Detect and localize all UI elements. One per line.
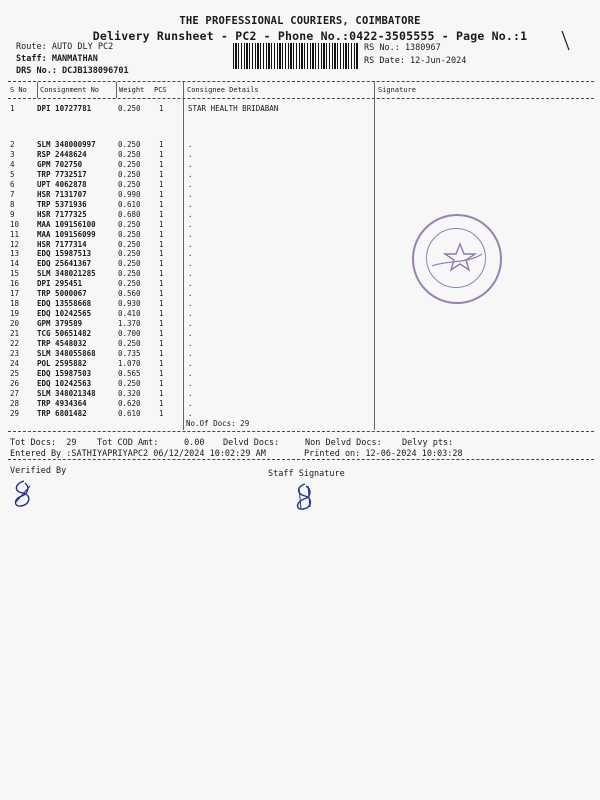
cell-cons: . [188,159,193,169]
cell-wt: 0.250 [118,339,141,348]
cell-cn: SLM 348021285 [37,269,96,279]
rs-date: RS Date: 12-Jun-2024 [364,56,467,66]
cell-cn: DPI 10727781 [37,104,92,113]
cell-wt: 0.410 [118,309,141,319]
cell-wt: 0.610 [118,199,141,209]
cell-pcs: 1 [159,279,164,289]
cell-cons: . [188,398,193,408]
cell-wt: 0.250 [118,219,141,229]
cell-pcs: 1 [159,368,164,378]
cell-wt: 0.250 [118,239,141,249]
cell-wt: 1.370 [118,319,141,329]
cell-cons: . [188,199,193,209]
cell-cons: . [188,269,193,279]
route-label: Route: AUTO DLY PC2 [16,42,114,52]
cell-cons: . [188,140,193,149]
cell-cn: POL 2595882 [37,358,87,368]
cell-pcs: 1 [159,140,164,149]
stamp-emblem-icon [412,214,498,300]
cell-sno: 14 [10,259,20,269]
printed-on: Printed on: 12-06-2024 10:03:28 [304,449,463,459]
cell-cons: . [188,408,193,418]
cell-cons: STAR HEALTH BRIDABAN [188,104,279,113]
cell-wt: 0.560 [118,289,141,299]
cell-cn: TRP 4934364 [37,398,87,408]
entered-by: Entered By :SATHIYAPRIYAPC2 06/12/2024 10:02:29 AM [10,449,266,459]
cell-wt: 0.990 [118,189,141,199]
col-sno: S No [10,86,27,94]
cell-pcs: 1 [159,169,164,179]
divider [8,459,594,460]
cell-pcs: 1 [159,209,164,219]
cell-sno: 7 [10,189,15,199]
cell-wt: 0.250 [118,269,141,279]
cell-cn: SLM 348021348 [37,388,96,398]
cell-cn: EDQ 15987503 [37,368,92,378]
non-delivered-docs: Non Delvd Docs: [305,438,382,448]
divider [8,81,594,82]
cell-pcs: 1 [159,299,164,309]
cell-cn: EDQ 10242563 [37,378,92,388]
cell-cn: MAA 109156100 [37,219,96,229]
cell-wt: 0.250 [118,179,141,189]
cell-wt: 0.320 [118,388,141,398]
verified-by-label: Verified By [10,466,67,476]
staff-signature-label: Staff Signature [268,469,345,479]
cell-pcs: 1 [159,179,164,189]
cell-cons: . [188,388,193,398]
cell-pcs: 1 [159,199,164,209]
cell-pcs: 1 [159,309,164,319]
cell-sno: 10 [10,219,20,229]
cell-sno: 17 [10,289,20,299]
cell-cn: GPM 379589 [37,319,83,329]
cell-pcs: 1 [159,159,164,169]
cell-cons: . [188,169,193,179]
cell-cn: UPT 4062878 [37,179,87,189]
cell-wt: 0.250 [118,279,141,289]
col-consignee: Consignee Details [187,86,259,94]
cell-wt: 0.735 [118,348,141,358]
cell-wt: 0.250 [118,140,141,149]
cell-wt: 0.250 [118,169,141,179]
column-divider [37,82,38,98]
cell-cn: HSR 7131707 [37,189,87,199]
cell-wt: 0.680 [118,209,141,219]
cell-sno: 24 [10,358,20,368]
cell-pcs: 1 [159,358,164,368]
staff-signature [290,482,320,514]
cell-wt: 0.930 [118,299,141,309]
cell-cons: . [188,358,193,368]
cell-wt: 0.250 [118,159,141,169]
pen-mark-icon [560,30,572,52]
cell-cons: . [188,239,193,249]
cell-cons: . [188,299,193,309]
col-signature: Signature [378,86,416,94]
total-docs: Tot Docs: 29 [10,438,77,448]
cell-wt: 0.250 [118,259,141,269]
cell-sno: 12 [10,239,20,249]
cell-cn: TRP 6801482 [37,408,87,418]
cell-pcs: 1 [159,398,164,408]
cell-cn: EDQ 13558668 [37,299,92,309]
cell-sno: 9 [10,209,15,219]
cell-cons: . [188,339,193,348]
cell-pcs: 1 [159,219,164,229]
cell-cons: . [188,259,193,269]
cell-cons: . [188,319,193,329]
cell-sno: 27 [10,388,20,398]
cell-sno: 26 [10,378,20,388]
rs-number: RS No.: 1380967 [364,43,441,53]
cell-cn: EDQ 10242565 [37,309,92,319]
cell-pcs: 1 [159,339,164,348]
cell-cons: . [188,279,193,289]
cell-cn: TCG 50651482 [37,329,92,339]
cell-pcs: 1 [159,348,164,358]
verifier-signature [8,478,38,512]
cell-cn: TRP 4548032 [37,339,87,348]
col-consignment: Consignment No [40,86,100,94]
cell-cn: HSR 7177314 [37,239,87,249]
delivered-docs: Delvd Docs: [223,438,280,448]
cell-sno: 20 [10,319,20,329]
cell-sno: 6 [10,179,15,189]
cell-cn: GPM 702750 [37,159,83,169]
cell-cn: HSR 7177325 [37,209,87,219]
cell-pcs: 1 [159,378,164,388]
col-weight: Weight [119,86,145,94]
cell-sno: 1 [10,104,15,113]
cell-cn: MAA 109156099 [37,229,96,239]
cell-wt: 0.620 [118,398,141,408]
cell-wt: 0.250 [118,249,141,259]
barcode [233,43,358,69]
divider [8,98,594,99]
total-cod-amount: Tot COD Amt: 0.00 [97,438,205,448]
cell-cons: . [188,249,193,259]
cell-sno: 29 [10,408,20,418]
cell-cons: . [188,219,193,229]
cell-cn: SLM 348000997 [37,140,96,149]
cell-sno: 18 [10,299,20,309]
cell-cn: TRP 5000067 [37,289,87,299]
cell-sno: 25 [10,368,20,378]
cell-cons: . [188,209,193,219]
cell-sno: 16 [10,279,20,289]
divider [8,431,594,432]
column-divider [374,82,375,430]
cell-cn: TRP 5371936 [37,199,87,209]
cell-sno: 2 [10,140,15,149]
cell-sno: 4 [10,159,15,169]
cell-pcs: 1 [159,189,164,199]
cell-sno: 28 [10,398,20,408]
cell-cons: . [188,368,193,378]
cell-cn: RSP 2448624 [37,149,87,159]
cell-pcs: 1 [159,289,164,299]
cell-cn: EDQ 15987513 [37,249,92,259]
cell-pcs: 1 [159,408,164,418]
cell-sno: 23 [10,348,20,358]
cell-sno: 11 [10,229,20,239]
cell-cons: . [188,348,193,358]
cell-pcs: 1 [159,249,164,259]
cell-cn: EDQ 25641367 [37,259,92,269]
cell-cons: . [188,229,193,239]
cell-cons: . [188,289,193,299]
cell-wt: 0.250 [118,378,141,388]
no-of-docs: No.Of Docs: 29 [186,419,250,428]
cell-cons: . [188,189,193,199]
cell-cons: . [188,309,193,319]
cell-pcs: 1 [159,329,164,339]
cell-cn: TRP 7732517 [37,169,87,179]
cell-cn: DPI 295451 [37,279,83,289]
cell-cons: . [188,329,193,339]
cell-sno: 13 [10,249,20,259]
cell-pcs: 1 [159,104,164,113]
column-divider [183,82,184,430]
cell-wt: 0.250 [118,149,141,159]
cell-wt: 0.610 [118,408,141,418]
cell-sno: 19 [10,309,20,319]
cell-pcs: 1 [159,388,164,398]
column-divider [116,82,117,98]
cell-sno: 8 [10,199,15,209]
cell-cn: SLM 348055868 [37,348,96,358]
cell-wt: 0.250 [118,104,141,113]
cell-pcs: 1 [159,259,164,269]
delivery-points: Delvy pts: [402,438,454,448]
cell-sno: 15 [10,269,20,279]
cell-wt: 1.070 [118,358,141,368]
cell-sno: 21 [10,329,20,339]
cell-pcs: 1 [159,149,164,159]
company-title: THE PROFESSIONAL COURIERS, COIMBATORE [179,15,421,27]
cell-sno: 3 [10,149,15,159]
cell-sno: 22 [10,339,20,348]
cell-pcs: 1 [159,229,164,239]
cell-wt: 0.250 [118,229,141,239]
drs-number: DRS No.: DCJB138096701 [16,66,129,76]
staff-label: Staff: MANMATHAN [16,54,98,64]
cell-pcs: 1 [159,239,164,249]
col-pcs: PCS [154,86,167,94]
cell-wt: 0.700 [118,329,141,339]
runsheet-title: Delivery Runsheet - PC2 - Phone No.:0422-3505555 - Page No.:1 [92,29,528,43]
cell-pcs: 1 [159,319,164,329]
cell-wt: 0.565 [118,368,141,378]
cell-sno: 5 [10,169,15,179]
cell-cons: . [188,378,193,388]
cell-cons: . [188,179,193,189]
cell-cons: . [188,149,193,159]
cell-pcs: 1 [159,269,164,279]
